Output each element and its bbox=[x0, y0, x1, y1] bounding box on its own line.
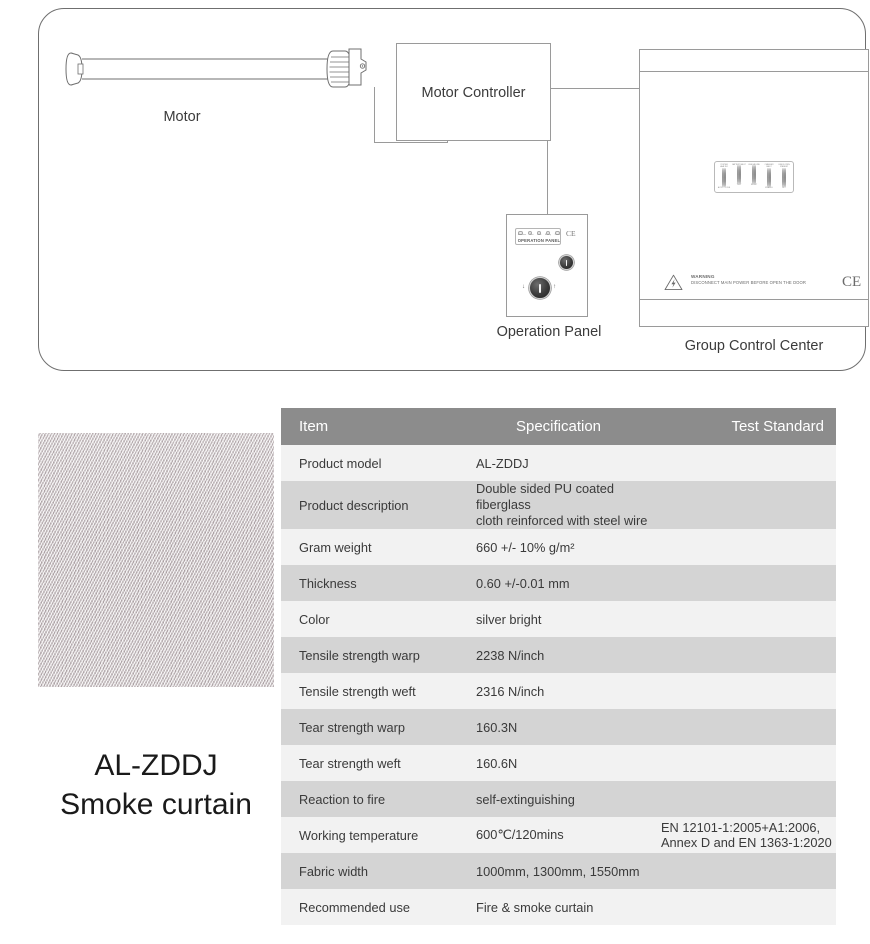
motor-to-controller-line-v bbox=[374, 87, 375, 143]
column-header-item: Item bbox=[281, 408, 466, 445]
gcc-knob-icon[interactable] bbox=[769, 168, 771, 187]
gcc-knob-label: SET bbox=[782, 186, 786, 189]
motor-illustration bbox=[61, 31, 371, 141]
gcc-knob-label: RESET bbox=[750, 184, 758, 187]
power-bar-icon bbox=[566, 260, 568, 266]
cell-specification: Double sided PU coated fiberglass cloth reinforced with steel wire bbox=[476, 481, 648, 528]
product-name-text: Smoke curtain bbox=[60, 788, 252, 821]
group-control-center-label: Group Control Center bbox=[684, 338, 824, 354]
gcc-led-label: BATTERY FAULT bbox=[732, 164, 746, 166]
operation-panel-small-button[interactable] bbox=[559, 255, 574, 270]
cell-item: Thickness bbox=[299, 575, 357, 591]
gcc-control-column[interactable] bbox=[732, 164, 746, 187]
gcc-control-panel[interactable] bbox=[714, 161, 794, 193]
gcc-warning-block bbox=[664, 273, 864, 297]
cell-item: Gram weight bbox=[299, 539, 372, 555]
cell-specification: AL-ZDDJ bbox=[476, 455, 529, 471]
motor-label: Motor bbox=[163, 109, 201, 125]
cell-test-standard bbox=[651, 781, 836, 817]
cell-test-standard bbox=[651, 709, 836, 745]
gcc-top-divider bbox=[639, 71, 869, 72]
cell-item: Recommended use bbox=[299, 899, 410, 915]
cell-test-standard bbox=[651, 445, 836, 481]
table-row bbox=[281, 529, 836, 565]
operation-panel-led-labels bbox=[516, 234, 562, 236]
cell-item: Reaction to fire bbox=[299, 791, 386, 807]
table-row bbox=[281, 889, 836, 925]
cell-specification: 160.3N bbox=[476, 719, 518, 735]
gcc-warning-subtitle: DISCONNECT MAIN POWER BEFORE OPEN THE DOOR bbox=[691, 280, 807, 285]
cell-test-standard bbox=[651, 745, 836, 781]
operation-panel-main-button[interactable] bbox=[529, 277, 551, 299]
controller-drop-line bbox=[447, 141, 448, 142]
cell-specification: 600℃/120mins bbox=[476, 827, 564, 842]
gcc-knob-label: AUTO CLOSE bbox=[717, 186, 731, 189]
cell-test-standard bbox=[651, 601, 836, 637]
gcc-led-label: SYSTEM HEALTHY bbox=[720, 164, 728, 169]
cell-specification: 2316 N/inch bbox=[476, 683, 545, 699]
table-body bbox=[281, 445, 836, 925]
gcc-control-column[interactable] bbox=[747, 164, 761, 187]
cell-specification: 0.60 +/-0.01 mm bbox=[476, 575, 570, 591]
cell-item: Fabric width bbox=[299, 863, 368, 879]
led-label: Power bbox=[554, 233, 561, 236]
gcc-control-column[interactable] bbox=[762, 164, 776, 190]
table-row bbox=[281, 853, 836, 889]
cell-test-standard: EN 12101-1:2005+A1:2006, Annex D and EN 1363-1:2020 bbox=[661, 820, 832, 850]
gcc-bottom-divider bbox=[639, 299, 869, 300]
gcc-control-column[interactable] bbox=[717, 164, 731, 190]
table-row bbox=[281, 481, 836, 529]
cell-item: Tensile strength warp bbox=[299, 647, 420, 663]
cell-item: Product description bbox=[299, 497, 409, 513]
table-row bbox=[281, 745, 836, 781]
operation-panel-label: Operation Panel bbox=[496, 324, 602, 340]
gcc-warning-text bbox=[691, 274, 806, 285]
table-header-row bbox=[281, 408, 836, 445]
led-label: Battery bbox=[545, 233, 552, 236]
table-row bbox=[281, 709, 836, 745]
table-row bbox=[281, 601, 836, 637]
cell-test-standard bbox=[651, 673, 836, 709]
cell-specification: self-extinguishing bbox=[476, 791, 575, 807]
controller-to-gcc-line bbox=[551, 88, 639, 89]
controller-to-panel-line bbox=[547, 141, 548, 214]
gcc-knob-icon[interactable] bbox=[739, 165, 741, 184]
motor-controller-label: Motor Controller bbox=[421, 85, 526, 101]
cell-test-standard bbox=[651, 637, 836, 673]
gcc-knob-icon[interactable] bbox=[754, 165, 756, 184]
gcc-led-label: CHARGER FAULT bbox=[764, 164, 774, 169]
cell-item: Working temperature bbox=[299, 827, 419, 843]
system-diagram-panel bbox=[38, 8, 866, 371]
cell-item: Tensile strength weft bbox=[299, 683, 416, 699]
cell-specification: 2238 N/inch bbox=[476, 647, 545, 663]
column-header-specification: Specification bbox=[466, 408, 651, 445]
table-row bbox=[281, 673, 836, 709]
cell-specification: 160.6N bbox=[476, 755, 518, 771]
product-title bbox=[20, 746, 292, 824]
cell-item: Product model bbox=[299, 455, 382, 471]
cell-item: Tear strength warp bbox=[299, 719, 405, 735]
operation-panel-box bbox=[506, 214, 588, 317]
gcc-knob-label: ENABLE bbox=[765, 186, 773, 189]
electrical-hazard-icon bbox=[664, 274, 683, 291]
cell-test-standard bbox=[651, 481, 836, 529]
arrow-down-icon: ↓ bbox=[522, 284, 525, 290]
cell-specification: 1000mm, 1300mm, 1550mm bbox=[476, 863, 640, 879]
cell-specification: Fire & smoke curtain bbox=[476, 899, 594, 915]
cell-item: Tear strength weft bbox=[299, 755, 401, 771]
table-row bbox=[281, 565, 836, 601]
cell-item: Color bbox=[299, 611, 330, 627]
table-row bbox=[281, 817, 836, 853]
cell-specification: 660 +/- 10% g/m² bbox=[476, 539, 575, 555]
cell-test-standard bbox=[651, 889, 836, 925]
gcc-led-label: LINE IS OPEN STANDBY bbox=[778, 164, 790, 169]
gcc-knob-icon[interactable] bbox=[784, 168, 786, 187]
cell-test-standard bbox=[651, 565, 836, 601]
power-bar-icon bbox=[539, 284, 541, 293]
column-header-test-standard: Test Standard bbox=[651, 408, 836, 445]
table-row bbox=[281, 445, 836, 481]
gcc-knob-icon[interactable] bbox=[724, 168, 726, 187]
ce-mark-icon: CE bbox=[566, 229, 576, 238]
led-label: Autoclose bbox=[517, 233, 527, 236]
cell-test-standard bbox=[651, 529, 836, 565]
fabric-swatch-image bbox=[38, 433, 274, 687]
led-label: Fault bbox=[537, 233, 542, 236]
ce-mark-icon: CE bbox=[842, 274, 862, 290]
table-header bbox=[281, 408, 836, 445]
led-label: Test bbox=[529, 233, 534, 236]
product-model-text: AL-ZDDJ bbox=[94, 749, 218, 782]
operation-panel-sticker-title: OPERATION PANEL bbox=[517, 238, 561, 243]
table-row bbox=[281, 637, 836, 673]
gcc-led-label: LINE FAILURE bbox=[748, 164, 760, 166]
cell-specification: silver bright bbox=[476, 611, 542, 627]
table-row bbox=[281, 781, 836, 817]
gcc-control-column[interactable] bbox=[777, 164, 791, 190]
specification-table bbox=[281, 408, 836, 925]
gcc-warning-title: WARNING bbox=[691, 274, 715, 279]
arrow-up-icon: ↑ bbox=[553, 284, 556, 290]
operation-panel-sticker bbox=[515, 228, 561, 245]
motor-to-controller-line-h bbox=[374, 142, 448, 143]
gcc-knob-label: TEST bbox=[736, 184, 742, 187]
cell-test-standard bbox=[651, 853, 836, 889]
